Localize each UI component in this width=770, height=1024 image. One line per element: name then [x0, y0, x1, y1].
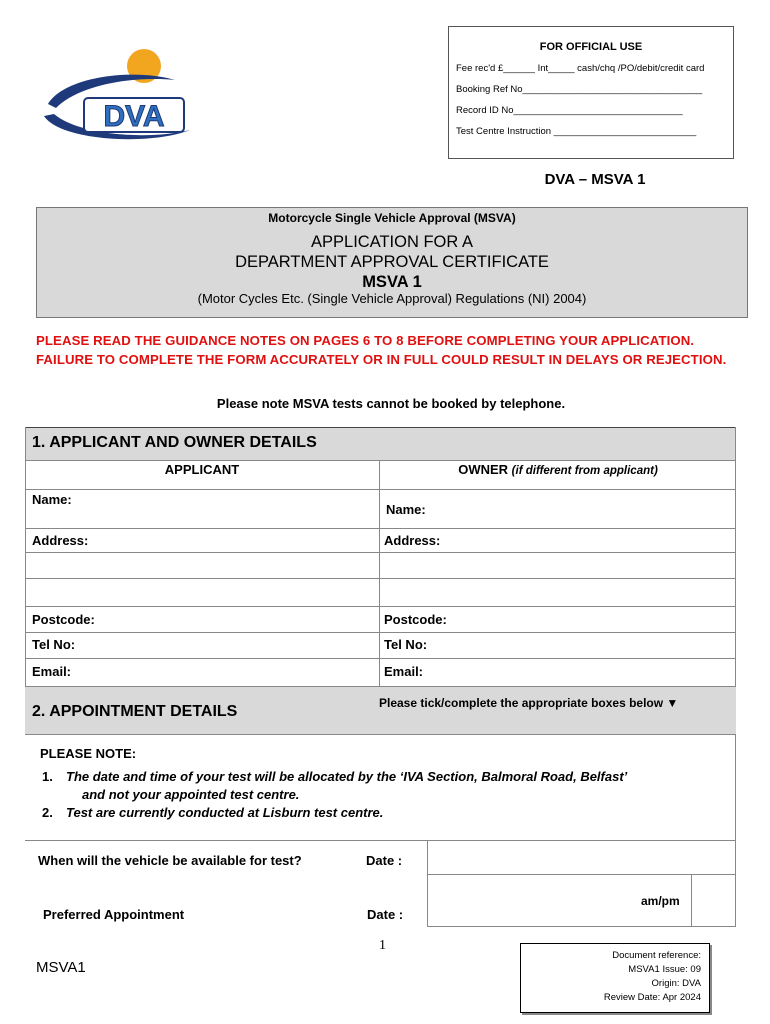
owner-name-label: Name: [386, 502, 426, 517]
docref-origin: Origin: DVA [651, 978, 701, 989]
note-item [40, 768, 740, 786]
official-use-box [448, 26, 734, 159]
rule [427, 926, 736, 927]
official-use-heading: FOR OFFICIAL USE [539, 41, 643, 53]
section2-title: 2. APPOINTMENT DETAILS [32, 703, 238, 720]
rule [25, 460, 736, 461]
note-item [40, 804, 740, 822]
owner-header-note: (if different from applicant) [511, 465, 658, 477]
test-centre-line: Test Centre Instruction ___________________________ [456, 126, 697, 137]
docref-heading: Document reference: [612, 950, 701, 961]
booking-ref-line: Booking Ref No__________________________________ [456, 84, 703, 95]
rule [427, 874, 736, 875]
dva-logo [40, 46, 200, 146]
note-number: 1. [42, 769, 53, 784]
title-line-1: APPLICATION FOR A [311, 233, 473, 251]
logo-text: DVA [103, 100, 165, 133]
ampm-field[interactable] [693, 876, 734, 925]
section1-title: 1. APPLICANT AND OWNER DETAILS [32, 434, 317, 451]
title-line-2: DEPARTMENT APPROVAL CERTIFICATE [235, 253, 549, 271]
preferred-appointment-label: Preferred Appointment [43, 907, 185, 922]
notes-list [40, 768, 740, 822]
rule [25, 734, 736, 735]
applicant-address-label: Address: [32, 533, 89, 548]
record-id-line: Record ID No________________________________ [456, 105, 683, 116]
applicant-postcode-field[interactable] [110, 607, 375, 631]
rule [379, 460, 380, 686]
applicant-tel-label: Tel No: [32, 637, 76, 652]
note-text: Test are currently conducted at Lisburn test centre. [66, 805, 384, 820]
applicant-name-field[interactable] [100, 490, 375, 526]
owner-email-field[interactable] [436, 659, 732, 685]
owner-address-label: Address: [384, 533, 441, 548]
note-number: 2. [42, 805, 53, 820]
applicant-address-field[interactable] [100, 529, 375, 605]
owner-tel-field[interactable] [440, 633, 732, 657]
page-number: 1 [379, 938, 386, 953]
owner-email-label: Email: [384, 664, 424, 679]
docref-issue: MSVA1 Issue: 09 [628, 964, 701, 975]
owner-postcode-label: Postcode: [384, 612, 447, 627]
owner-name-field[interactable] [440, 490, 732, 526]
booking-note: Please note MSVA tests cannot be booked by telephone. [216, 396, 566, 411]
note-text: The date and time of your test will be allocated by the ‘IVA Section, Balmoral Road, Belfast’ [66, 769, 628, 784]
note-text: and not your appointed test centre. [82, 787, 300, 802]
form-subtitle: Motorcycle Single Vehicle Approval (MSVA) [268, 211, 516, 225]
form-code: MSVA1 [36, 959, 86, 976]
applicant-column-header: APPLICANT [164, 462, 240, 477]
ampm-label: am/pm [641, 894, 680, 908]
rule [735, 840, 736, 926]
owner-header-label: OWNER [458, 462, 509, 477]
applicant-email-label: Email: [32, 664, 72, 679]
document-reference-box [520, 943, 710, 1013]
preferred-date-field[interactable] [429, 876, 629, 925]
owner-address-field[interactable] [450, 529, 732, 605]
applicant-postcode-label: Postcode: [32, 612, 95, 627]
rule [427, 840, 428, 926]
availability-date-field[interactable] [429, 842, 734, 873]
applicant-email-field[interactable] [85, 659, 375, 685]
rule [25, 840, 736, 841]
title-line-3: MSVA 1 [362, 273, 422, 291]
note-item [40, 786, 740, 804]
fee-received-line: Fee rec'd £______ Int_____ cash/chq /PO/debit/credit card [456, 63, 705, 74]
regulations-reference: (Motor Cycles Etc. (Single Vehicle Approval) Regulations (NI) 2004) [197, 291, 587, 306]
owner-column-header [380, 462, 736, 477]
section2-instruction: Please tick/complete the appropriate boxes below ▼ [379, 696, 679, 710]
rule [25, 427, 736, 428]
rule [691, 874, 692, 926]
appointment-notes [40, 746, 740, 822]
title-box [36, 207, 748, 318]
guidance-warning: PLEASE READ THE GUIDANCE NOTES ON PAGES 6 TO 8 BEFORE COMPLETING YOUR APPLICATION. FAILURE TO COMPLETE THE FORM ACCURATELY OR IN FULL COULD RESULT IN DELAYS OR REJECTION. [36, 333, 727, 367]
applicant-name-label: Name: [32, 492, 72, 507]
applicant-tel-field[interactable] [90, 633, 375, 657]
availability-date-label: Date : [366, 853, 403, 868]
preferred-date-label: Date : [367, 907, 404, 922]
owner-postcode-field[interactable] [462, 607, 732, 631]
please-note-heading: PLEASE NOTE: [40, 746, 137, 761]
owner-tel-label: Tel No: [384, 637, 428, 652]
docref-review-date: Review Date: Apr 2024 [603, 992, 701, 1003]
document-id: DVA – MSVA 1 [544, 171, 646, 188]
form-title [37, 232, 747, 292]
availability-question: When will the vehicle be available for test? [38, 853, 302, 868]
